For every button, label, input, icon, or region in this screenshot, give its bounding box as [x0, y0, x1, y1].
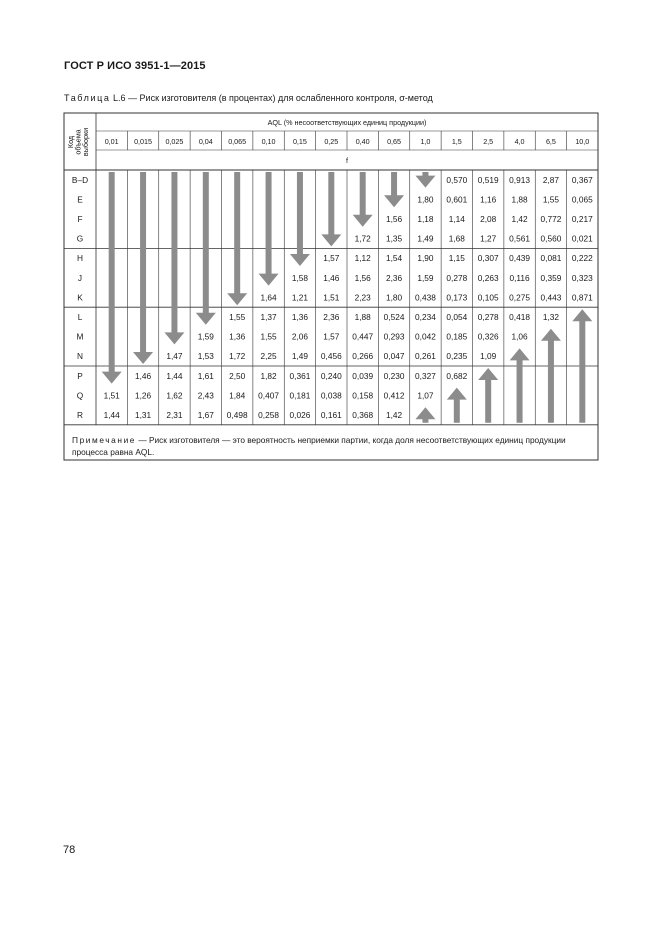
corner-header-line: Код	[66, 135, 75, 149]
aql-header: AQL (% несоответствующих единиц продукции)	[267, 118, 427, 127]
table-cell: 2,50	[229, 370, 246, 381]
table-cell: 0,021	[571, 233, 593, 244]
table-cell: 1,57	[323, 331, 340, 342]
table-cell: 0,230	[383, 370, 405, 381]
table-cell: 0,275	[509, 292, 530, 303]
table-cell: 1,55	[260, 331, 277, 342]
table-cell: 1,42	[385, 410, 403, 420]
table-cell: 1,37	[260, 312, 277, 322]
table-cell: 0,263	[477, 272, 499, 283]
table-note	[72, 434, 602, 458]
row-code: M	[76, 331, 84, 342]
table-cell: 0,326	[477, 331, 499, 342]
row-code: P	[77, 370, 83, 381]
table-cell: 1,14	[448, 214, 465, 224]
table-cell: 1,36	[291, 312, 309, 322]
table-cell: 0,361	[289, 370, 311, 381]
table-cell: 0,234	[415, 312, 436, 322]
table-cell: 1,46	[323, 272, 340, 283]
note-label: Примечание	[72, 435, 137, 445]
down-arrow	[102, 172, 122, 384]
corner-header-line: объема	[73, 129, 83, 155]
caption-label: Таблица	[64, 93, 111, 103]
down-arrow	[415, 172, 435, 188]
table-cell: 0,601	[446, 194, 468, 205]
table-cell: 1,54	[385, 253, 403, 264]
table-cell: 1,12	[354, 253, 371, 264]
table-cell: 0,772	[540, 214, 562, 224]
row-code: R	[77, 410, 83, 420]
table-cell: 0,042	[415, 331, 436, 342]
table-cell: 1,80	[417, 194, 434, 205]
table-cell: 1,16	[480, 194, 497, 205]
corner-header-line: выборки	[81, 127, 91, 157]
table-cell: 0,368	[352, 410, 374, 420]
down-arrow	[133, 172, 153, 364]
table-cell: 1,51	[103, 390, 120, 401]
table-cell: 1,51	[323, 292, 340, 303]
table-cell: 0,181	[289, 390, 311, 401]
table-cell: 0,443	[540, 292, 562, 303]
table-cell: 1,44	[103, 410, 120, 420]
table-cell: 0,359	[540, 272, 562, 283]
up-arrow	[478, 368, 498, 423]
table-cell: 0,266	[352, 351, 374, 362]
table-cell: 0,039	[352, 370, 374, 381]
table-cell: 0,407	[258, 390, 279, 401]
table-cell: 1,59	[417, 272, 434, 283]
table-cell: 1,35	[385, 233, 403, 244]
down-arrow	[290, 172, 310, 266]
table-cell: 1,55	[229, 312, 246, 322]
column-header: 0,04	[198, 137, 213, 146]
column-header: 0,025	[165, 137, 184, 146]
up-arrow	[541, 329, 561, 423]
table-cell: 0,913	[509, 174, 530, 185]
up-arrow	[447, 388, 467, 423]
row-code: Q	[76, 390, 84, 401]
table-cell: 0,105	[477, 292, 499, 303]
table-cell: 1,88	[354, 312, 371, 322]
document-title: ГОСТ Р ИСО 3951-1—2015	[64, 60, 206, 72]
table-cell: 1,72	[229, 351, 246, 362]
table-cell: 1,59	[197, 331, 214, 342]
table-cell: 1,80	[385, 292, 403, 303]
row-code: K	[77, 292, 83, 303]
table-cell: 0,278	[477, 312, 499, 322]
column-header: 4,0	[514, 137, 525, 146]
table-cell: 0,185	[446, 331, 468, 342]
column-header: 0,10	[261, 137, 276, 146]
table-cell: 1,67	[197, 410, 214, 420]
table-cell: 1,18	[417, 214, 434, 224]
column-header: 1,0	[420, 137, 431, 146]
table-cell: 0,293	[383, 331, 405, 342]
table-cell: 0,456	[320, 351, 342, 362]
row-code: N	[77, 351, 83, 362]
row-code: G	[76, 233, 84, 244]
table-cell: 1,31	[134, 410, 152, 420]
table-cell: 1,32	[542, 312, 560, 322]
table-cell: 1,88	[511, 194, 528, 205]
table-cell: 1,09	[480, 351, 497, 362]
row-code: E	[77, 194, 83, 205]
table-cell: 1,90	[417, 253, 434, 264]
table-cell: 1,26	[134, 390, 152, 401]
f-header: f	[346, 156, 348, 165]
row-code: J	[77, 272, 83, 283]
table-cell: 1,06	[511, 331, 528, 342]
table-cell: 0,278	[446, 272, 468, 283]
corner-header	[66, 128, 90, 156]
table-cell: 0,047	[383, 351, 405, 362]
table-cell: 0,054	[446, 312, 468, 322]
caption-text: — Риск изготовителя (в процентах) для ослабленного контроля, σ-метод	[128, 93, 433, 103]
up-arrow	[415, 407, 435, 423]
column-header: 10,0	[575, 137, 590, 146]
table-cell: 0,418	[509, 312, 530, 322]
down-arrow	[384, 172, 404, 207]
table-cell: 0,158	[352, 390, 374, 401]
column-header: 0,01	[104, 137, 119, 146]
table-cell: 1,56	[354, 272, 371, 283]
down-arrow	[321, 172, 341, 246]
table-cell: 0,173	[446, 292, 468, 303]
table-cell: 1,68	[448, 233, 465, 244]
table-cell: 0,439	[509, 253, 530, 264]
table-cell: 0,161	[320, 410, 342, 420]
table-cell: 0,871	[571, 292, 593, 303]
column-header: 0,65	[387, 137, 402, 146]
table-cell: 0,258	[258, 410, 279, 420]
table-cell: 0,307	[477, 253, 499, 264]
table-cell: 1,27	[480, 233, 497, 244]
table-cell: 0,081	[540, 253, 562, 264]
caption-number: L.6	[113, 93, 126, 103]
table-cell: 1,36	[229, 331, 246, 342]
column-header: 6,5	[545, 137, 556, 146]
table-cell: 1,62	[166, 390, 183, 401]
row-code: F	[77, 214, 83, 224]
table-cell: 1,61	[197, 370, 214, 381]
table-cell: 2,06	[291, 331, 309, 342]
table-cell: 1,64	[260, 292, 277, 303]
table-cell: 0,519	[477, 174, 499, 185]
table-cell: 0,560	[540, 233, 562, 244]
table-cell: 1,46	[134, 370, 152, 381]
table-cell: 2,87	[542, 174, 560, 185]
column-header: 0,015	[134, 137, 153, 146]
table-cell: 1,47	[166, 351, 183, 362]
table-cell: 0,222	[571, 253, 593, 264]
table-cell: 1,56	[385, 214, 403, 224]
table-cell: 2,43	[197, 390, 214, 401]
row-code: B–D	[71, 174, 89, 185]
table-cell: 0,367	[571, 174, 593, 185]
table-cell: 1,42	[511, 214, 528, 224]
table-cell: 0,412	[383, 390, 405, 401]
down-arrow	[259, 172, 279, 286]
table-cell: 0,026	[289, 410, 311, 420]
table-cell: 1,57	[323, 253, 340, 264]
table-cell: 1,49	[291, 351, 309, 362]
note-text: — Риск изготовителя — это вероятность неприемки партии, когда доля несоответствующих единиц продукции процесса равна AQL.	[72, 435, 566, 457]
table-cell: 2,23	[354, 292, 371, 303]
table-cell: 1,82	[260, 370, 277, 381]
down-arrow	[164, 172, 184, 344]
table-cell: 0,261	[415, 351, 436, 362]
table-cell: 0,235	[446, 351, 468, 362]
table-cell: 0,323	[571, 272, 593, 283]
table-cell: 0,438	[415, 292, 436, 303]
table-cell: 1,21	[291, 292, 309, 303]
table-cell: 2,31	[166, 410, 183, 420]
table-cell: 0,682	[446, 370, 468, 381]
up-arrow	[510, 348, 530, 422]
table-cell: 1,84	[229, 390, 246, 401]
table-cell: 1,72	[354, 233, 371, 244]
column-header: 0,40	[355, 137, 370, 146]
column-header: 2,5	[483, 137, 494, 146]
table-cell: 0,561	[509, 233, 530, 244]
column-header: 1,5	[451, 137, 462, 146]
page-number: 78	[63, 844, 76, 856]
table-cell: 1,58	[291, 272, 309, 283]
table-cell: 2,08	[480, 214, 497, 224]
table-cell: 0,065	[571, 194, 593, 205]
column-header: 0,15	[292, 137, 307, 146]
down-arrow	[353, 172, 373, 227]
table-cell: 0,524	[383, 312, 405, 322]
table-cell: 2,25	[260, 351, 277, 362]
table-cell: 0,327	[415, 370, 436, 381]
table-cell: 1,49	[417, 233, 434, 244]
table-cell: 0,217	[571, 214, 593, 224]
column-header: 0,065	[228, 137, 247, 146]
table-cell: 2,36	[323, 312, 340, 322]
down-arrow	[227, 172, 247, 305]
column-header: 0,25	[324, 137, 339, 146]
table-cell: 1,44	[166, 370, 183, 381]
row-code: H	[77, 253, 83, 264]
table-cell: 0,240	[320, 370, 342, 381]
table-cell: 0,116	[509, 272, 530, 283]
table-cell: 2,36	[385, 272, 403, 283]
table-cell: 0,447	[352, 331, 374, 342]
table-cell: 1,55	[542, 194, 560, 205]
table-cell: 1,15	[448, 253, 465, 264]
table-cell: 0,498	[226, 410, 248, 420]
table-cell: 1,07	[417, 390, 434, 401]
table-cell: 0,038	[320, 390, 342, 401]
row-code: L	[77, 312, 83, 322]
table-cell: 0,570	[446, 174, 468, 185]
table-cell: 1,53	[197, 351, 214, 362]
